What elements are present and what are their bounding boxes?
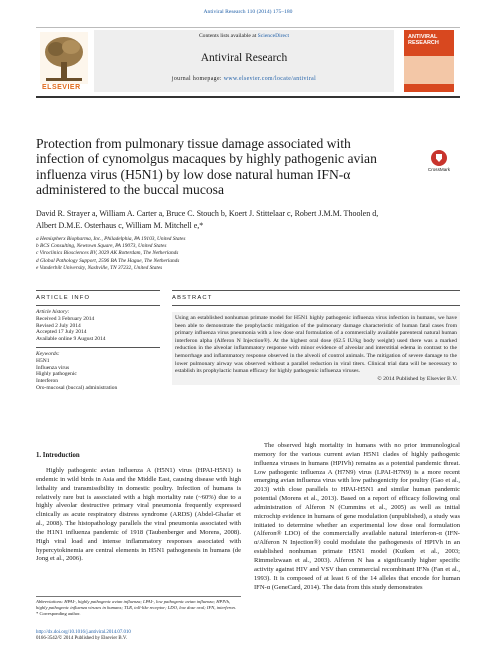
journal-title: Antiviral Research	[200, 52, 288, 64]
keyword-item: H5N1	[36, 357, 50, 364]
journal-banner	[94, 30, 394, 92]
abstract-section	[172, 290, 460, 385]
keyword-item: Interferon	[36, 378, 58, 385]
divider	[36, 305, 160, 306]
abstract-body	[172, 312, 460, 385]
affiliation-item: e Vanderbilt University, Nashville, TN 37232, United States	[36, 264, 163, 271]
crossmark-button[interactable]	[418, 150, 460, 172]
history-label: Article history:	[36, 309, 70, 315]
journal-reference[interactable]: Antiviral Research 110 (2014) 175–180	[203, 9, 293, 15]
divider	[36, 347, 160, 348]
abstract-copyright: © 2014 Published by Elsevier B.V.	[377, 375, 457, 382]
history-item: Available online 9 August 2014	[36, 336, 106, 343]
journal-cover-thumbnail	[404, 30, 454, 92]
cover-image-band	[404, 56, 454, 84]
authors-line-1: David R. Strayer a, William A. Carter a, Bruce C. Stouch b, Koert J. Stittelaar c, Robert J.M.M. Thoolen d,	[36, 209, 379, 218]
divider	[172, 290, 460, 291]
keyword-item: Oro-mucosal (buccal) administration	[36, 384, 118, 391]
cover-title: ANTIVIRAL RESEARCH	[408, 34, 439, 46]
issn-line: 0166-3542/© 2014 Published by Elsevier B.V.	[36, 636, 127, 642]
section-heading-introduction: 1. Introduction	[36, 452, 80, 459]
keywords	[36, 351, 160, 392]
abstract-text: Using an established nonhuman primate model for H5N1 highly pathogenic influenza virus infection in humans, we have been able to demonstrate the prophylactic mitigation of the pulmonary damage characteristic of human fatal cases from primary influenza virus pneumonia with a low dose oral formulation of a commercially available parenteral natural human interferon alpha (Alferon N Injection®). At the highest oral dose (62.5 IU/kg body weight) used there was a marked reduction in the alveolar inflammatory response with minor evidence of alveolar and interstitial edema in contrast to the hemorrhage and inflammatory response observed in the alveoli of control animals. The mitigation of severe damage to the lower pulmonary airway was observed without a parallel reduction in viral titers. Clinical trial data will be necessary to establish its prophylactic human efficacy for highly pathogenic influenza viruses.	[175, 315, 457, 375]
corresponding-author-note: * Corresponding author.	[36, 611, 81, 616]
doi-link[interactable]: http://dx.doi.org/10.1016/j.antiviral.2014.07.010	[36, 630, 131, 635]
homepage-link[interactable]: www.elsevier.com/locate/antiviral	[223, 76, 317, 82]
history-item: Accepted 17 July 2014	[36, 329, 87, 336]
footnotes	[36, 596, 241, 617]
contents-line	[94, 33, 394, 39]
journal-homepage	[94, 76, 394, 82]
elsevier-wordmark: ELSEVIER	[42, 84, 81, 91]
divider	[172, 305, 460, 306]
article-title: Protection from pulmonary tissue damage associated with infection of cynomolgus macaques by highly pathogenic avian influenza virus (H5N1) by low dose natural human IFN-α administered to the buccal mucosa	[36, 136, 377, 197]
journal-masthead	[36, 27, 460, 98]
author-list	[36, 208, 460, 232]
affiliation-item: b BCS Consulting, Newtown Square, PA 19073, United States	[36, 243, 167, 250]
affiliation-list	[36, 236, 456, 272]
article-info-heading: ARTICLE INFO	[36, 295, 91, 301]
article-info-section	[36, 290, 160, 392]
body-column-left	[36, 452, 241, 564]
affiliation-item: a Hemispherx Biopharma, Inc., Philadelphia, PA 19103, United States	[36, 236, 186, 242]
crossmark-label: CrossMark	[427, 167, 451, 172]
abbreviations-footnote: Abbreviations: HPAI-, highly pathogenic avian influenza; LPAI-, low pathogenic avian influenza; HPIVh, highly pathogenic influenza viruses in humans; TLR, toll-like receptor; LDO, low dose oral; IFN, interferon.	[36, 599, 236, 610]
affiliation-item: c Viroclinics Biosciences BV, 3029 AK Rotterdam, The Netherlands	[36, 250, 179, 257]
body-paragraph: The observed high mortality in humans with no prior immunological memory for the various current avian H5N1 clades of highly pathogenic influenza viruses in humans (HPIVh) remains as a potential pandemic threat. Low pathogenic influenza A (H7N9) virus (LPAI-H7N9) is a more recent emerging avian influenza virus with low pathogenicity for poultry (Gao et al., 2013) with close parallels to HPAI-H5N1 and similar human pandemic potential (Morens et al., 2013). Based on a report of efficacy following oral administration of Alferon N (Cummins et al., 2005) as well as initial microchip evidence in humans of gene modulation (unpublished), a study was initiated to determine whether an experimental low dose oral formulation (Alferon® LDO) of the commercially available natural interferon-α (IFN-α/Alferon N Injection®) could modulate the pathogenesis of HPIVh in an established nonhuman primate H5N1 model (Kuiken et al., 2003; Rimmelzwaan et al., 2003). Alferon N has a significantly higher specific activity against HIV and VSV than commercial recombinant IFNs (Fan et al., 1993). It is composed of at least 6 of the 14 alleles that encode for human IFN-α (GeneCard, 2014). The data from this study demonstrates	[254, 442, 460, 591]
article-history	[36, 309, 160, 343]
history-item: Received 3 February 2014	[36, 315, 95, 322]
affiliation-item: d Global Pathology Support, 2596 BA The Hague, The Netherlands	[36, 257, 180, 264]
abstract-heading: ABSTRACT	[172, 295, 213, 301]
publication-info	[36, 630, 241, 642]
homepage-prefix: journal homepage:	[171, 76, 224, 82]
authors-line-2: Albert D.M.E. Osterhaus c, William M. Mitchell e,*	[36, 221, 204, 231]
history-item: Revised 2 July 2014	[36, 322, 81, 329]
divider	[36, 290, 160, 291]
keyword-item: Influenza virus	[36, 364, 70, 371]
crossmark-icon	[431, 150, 447, 166]
keywords-label: Keywords:	[36, 350, 60, 357]
elsevier-tree-logo	[40, 32, 88, 88]
contents-prefix: Contents lists available at	[198, 33, 258, 39]
body-column-right	[254, 442, 460, 592]
sciencedirect-link[interactable]: ScienceDirect	[257, 33, 290, 39]
body-paragraph: Highly pathogenic avian influenza A (H5N1) virus (HPAI-H5N1) is endemic in wild birds in Asia and the Middle East, causing disease with high lethality and transmissibility in domestic poultry. Infection of humans is relatively rare but is associated with a high mortality rate (~60%) due to a highly alveolar destructive primary viral pneumonia frequently expressed clinically as acute respiratory distress syndrome (ARDS) (Abdel-Ghafar et al., 2008). The histopathology parallels the viral pneumonia associated with the H1N1 influenza pandemic of 1918 (Taubenberger and Morens, 2008). High viral load and intense inflammatory responses associated with hypercytokinemia are central elements in H5N1 pathogenesis in humans (de Jong et al., 2006).	[36, 467, 241, 563]
keyword-item: Highly pathogenic	[36, 371, 77, 378]
